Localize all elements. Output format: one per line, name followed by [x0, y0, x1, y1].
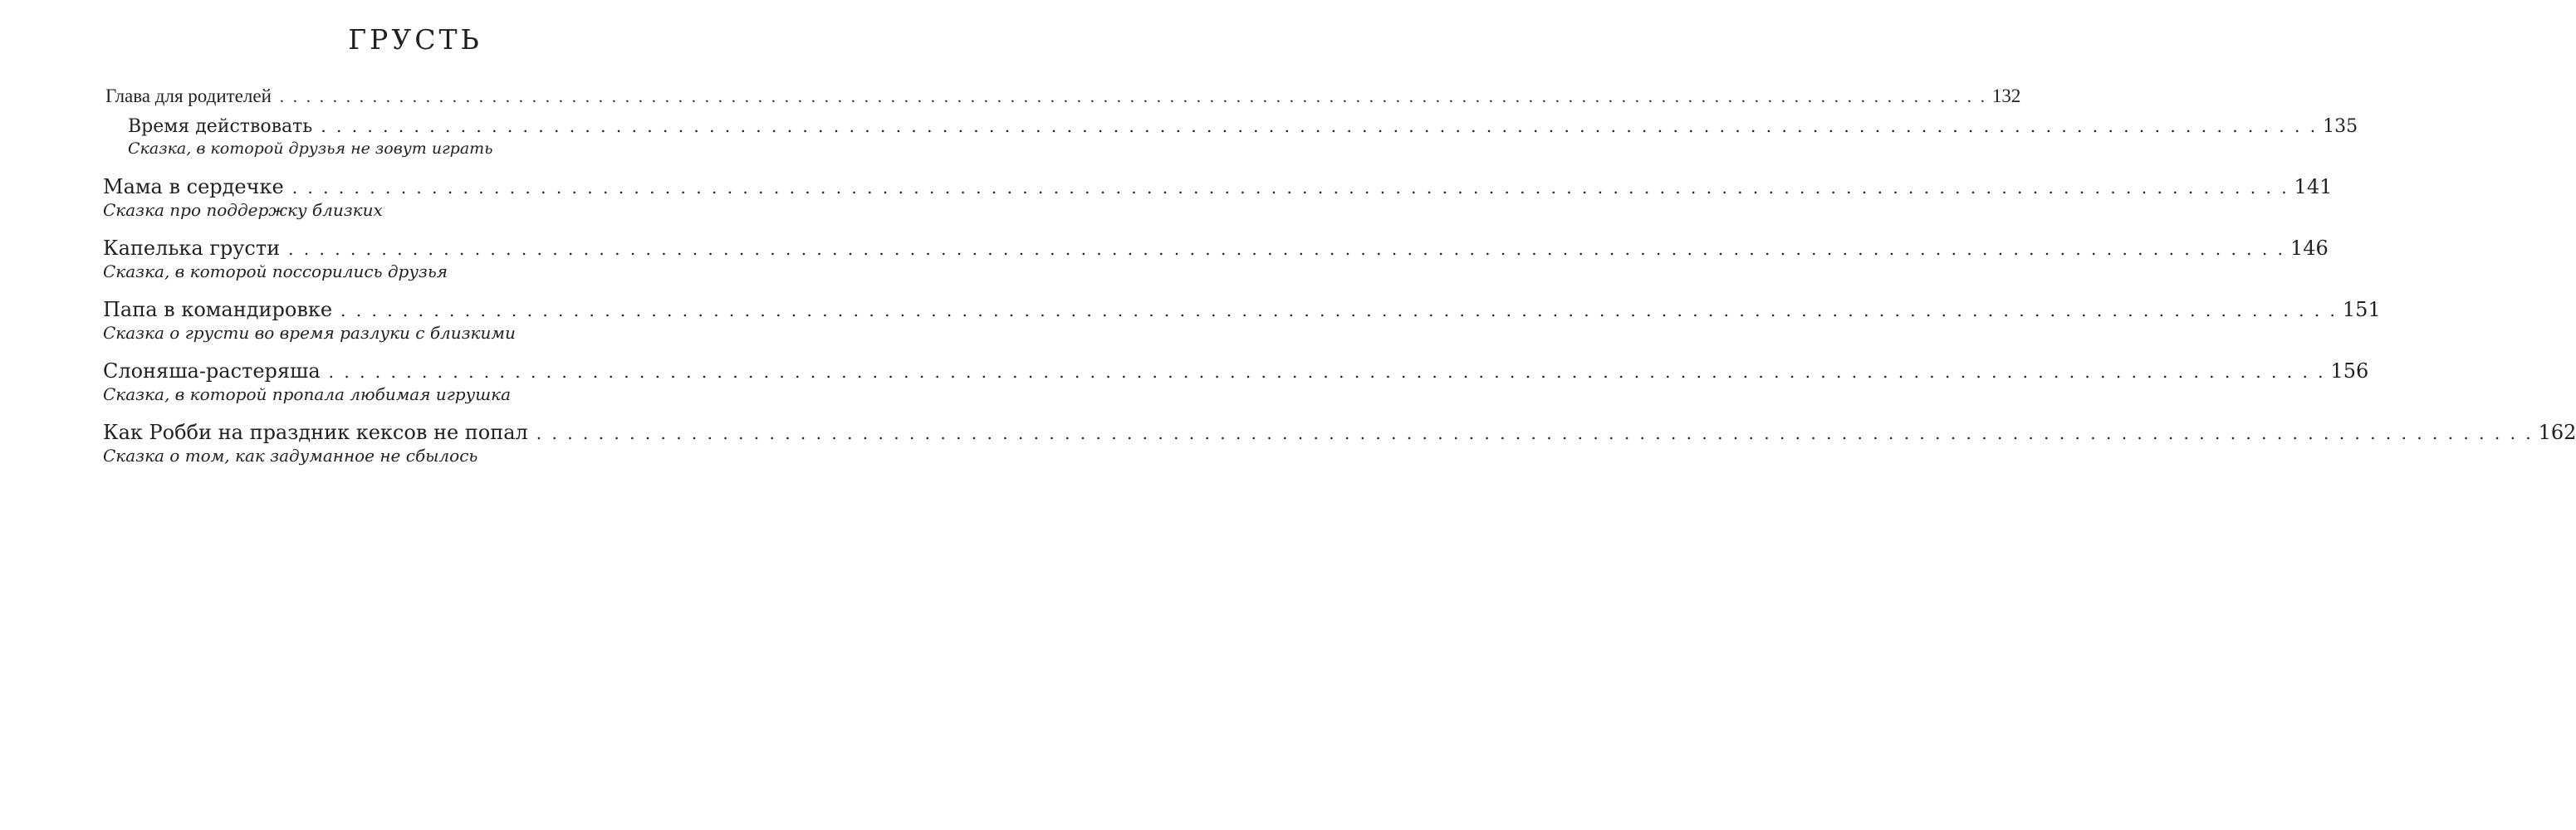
toc-entry-description: Сказка, в которой пропала любимая игрушка: [103, 384, 512, 404]
toc-page-number: 151: [2342, 298, 2381, 321]
toc-page-number: 156: [2330, 359, 2369, 383]
toc-entry-description: Сказка про поддержку близких: [103, 200, 383, 220]
table-of-contents: [103, 81, 2576, 480]
toc-page-number: 162: [2538, 421, 2576, 444]
toc-entry-title: Как Робби на праздник кексов не попал: [103, 421, 528, 444]
toc-page-number: 132: [1991, 85, 2021, 106]
toc-entry-description: Сказка, в которой друзья не зовут играть: [128, 139, 493, 158]
toc-entry-description: Сказка о грусти во время разлуки с близкими: [103, 323, 516, 343]
dot-leader: . . . . . . . . . . . . . . . . . . . . . . . . . . . . . . . . . . . . . . . . . . . . . . . . . . . . . . . . . . . . . . . . . . . . . . . . . . . . . . . . . . . . . . . . . . . . . . . . . . . . . . . . . . . . . . . . . . . . . . . . . . . . . . . . .: [536, 423, 2534, 443]
toc-entry-little-elephant[interactable]: [103, 357, 2369, 405]
dot-leader: . . . . . . . . . . . . . . . . . . . . . . . . . . . . . . . . . . . . . . . . . . . . . . . . . . . . . . . . . . . . . . . . . . . . . . . . . . . . . . . . . . . . . . . . . . . . . . . . . . . . . . . . . . . . . . . . . . . . . . . . . . . . . . . . .: [340, 300, 2338, 320]
page-title: ГРУСТЬ: [348, 23, 482, 56]
toc-page-number: 141: [2294, 175, 2333, 198]
toc-entry-title: Время действовать: [128, 116, 313, 137]
toc-entry-mama-in-heart[interactable]: [103, 173, 2333, 221]
toc-entry-parents-chapter[interactable]: [103, 81, 2021, 112]
toc-entry-title: Глава для родителей: [105, 85, 272, 106]
toc-entry-title: Капелька грусти: [103, 237, 281, 260]
toc-entry-time-to-act[interactable]: [103, 112, 2358, 159]
toc-entry-dad-on-business-trip[interactable]: [103, 295, 2381, 344]
dot-leader: . . . . . . . . . . . . . . . . . . . . . . . . . . . . . . . . . . . . . . . . . . . . . . . . . . . . . . . . . . . . . . . . . . . . . . . . . . . . . . . . . . . . . . . . . . . . . . . . . . . . . . . . . . . . . . . . . . . . . . . . . . . . . . . . .: [291, 178, 2290, 198]
toc-entry-robbie-cupcake-party[interactable]: [103, 418, 2576, 466]
dot-leader: . . . . . . . . . . . . . . . . . . . . . . . . . . . . . . . . . . . . . . . . . . . . . . . . . . . . . . . . . . . . . . . . . . . . . . . . . . . . . . . . . . . . . . . . . . . . . . . . . . . . . . . . . . . . . . . . . . . . . . . . . . . . . . . . .: [328, 362, 2326, 382]
toc-page-number: 135: [2323, 116, 2358, 137]
dot-leader: . . . . . . . . . . . . . . . . . . . . . . . . . . . . . . . . . . . . . . . . . . . . . . . . . . . . . . . . . . . . . . . . . . . . . . . . . . . . . . . . . . . . . . . . . . . . . . . . . . . . . . . . . . . . . . . . . . . . . . . . . . . . . . . . .: [321, 116, 2319, 136]
dot-leader: . . . . . . . . . . . . . . . . . . . . . . . . . . . . . . . . . . . . . . . . . . . . . . . . . . . . . . . . . . . . . . . . . . . . . . . . . . . . . . . . . . . . . . . . . . . . . . . . . . . . . . . . . . . . . . . . . . . . . . . . . . . . . . . . .: [288, 239, 2285, 259]
dot-leader: . . . . . . . . . . . . . . . . . . . . . . . . . . . . . . . . . . . . . . . . . . . . . . . . . . . . . . . . . . . . . . . . . . . . . . . . . . . . . . . . . . . . . . . . . . . . . . . . . . . . . . . . . . . . . . . . . . . . . . . . . . . . . . . . .: [279, 88, 1987, 106]
toc-entry-title: Мама в сердечке: [103, 175, 284, 198]
toc-entry-description: Сказка о том, как задуманное не сбылось: [103, 446, 478, 466]
toc-entry-title: Слоняша-растеряша: [103, 359, 321, 383]
toc-entry-description: Сказка, в которой поссорились друзья: [103, 261, 448, 281]
toc-page-number: 146: [2290, 237, 2329, 260]
toc-entry-drop-of-sadness[interactable]: [103, 234, 2329, 282]
toc-entry-title: Папа в командировке: [103, 298, 333, 321]
